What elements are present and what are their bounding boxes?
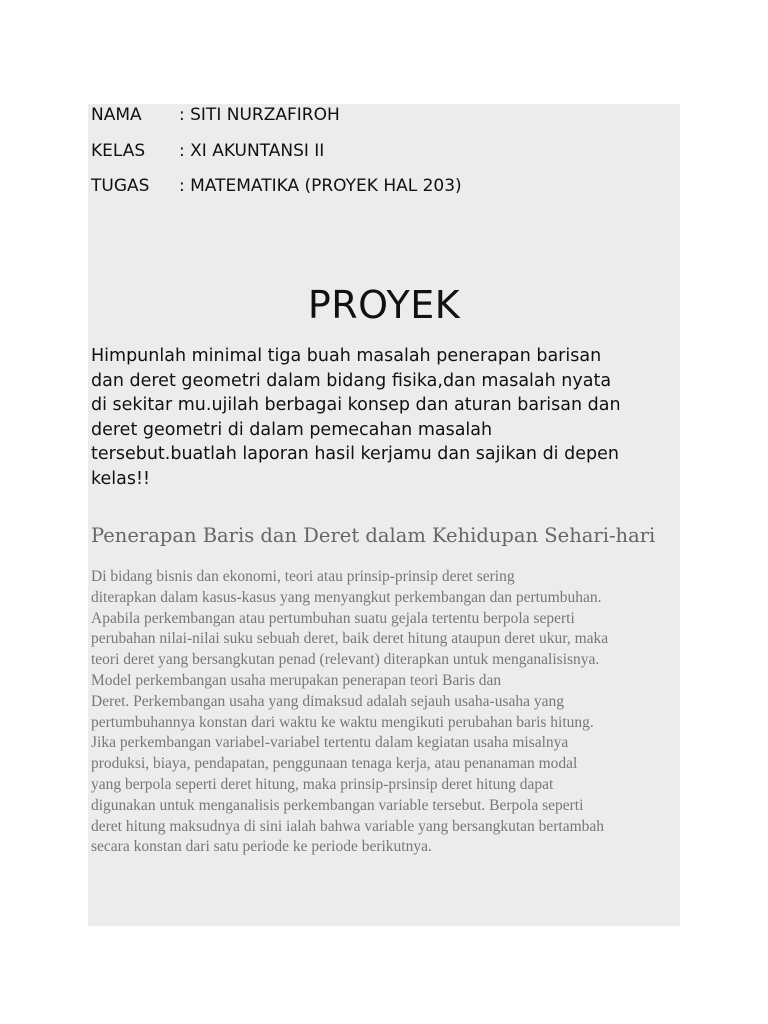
info-label-nama: NAMA [91,105,142,125]
task-instructions: Himpunlah minimal tiga buah masalah penerapan barisan dan deret geometri dalam bidang fisika,dan masalah nyata di sekitar mu.ujilah berbagai konsep dan aturan barisan dan deret geometri di dalam pemecahan masalah tersebut.buatlah laporan hasil kerjamu dan sajikan di depen kelas!! [91,346,621,489]
info-row-nama [91,104,340,126]
page-title: PROYEK [307,283,461,327]
section-heading: Penerapan Baris dan Deret dalam Kehidupan Sehari-hari [91,524,656,547]
info-row-kelas [91,140,324,162]
info-value-tugas: : MATEMATIKA (PROYEK HAL 203) [179,176,462,196]
info-row-tugas [91,175,462,197]
info-label-kelas: KELAS [91,141,146,161]
info-label-tugas: TUGAS [91,176,150,196]
info-value-kelas: : XI AKUNTANSI II [179,141,325,161]
body-paragraph: Di bidang bisnis dan ekonomi, teori atau prinsip-prinsip deret sering diterapkan dalam kasus-kasus yang menyangkut perkembangan dan pertumbuhan. Apabila perkembangan atau pertumbuhan suatu gejala tertentu berpola seperti perubahan nilai-nilai suku sebuah deret, baik deret hitung ataupun deret ukur, maka teori deret yang bersangkutan penad (relevant) diterapkan untuk menganalisisnya. Model perkembangan usaha merupakan penerapan teori Baris dan Deret. Perkembangan usaha yang dimaksud adalah sejauh usaha-usaha yang pertumbuhannya konstan dari waktu ke waktu mengikuti perubahan baris hitung. Jika perkembangan variabel-variabel tertentu dalam kegiatan usaha misalnya produksi, biaya, pendapatan, penggunaan tenaga kerja, atau penanaman modal yang berpola seperti deret hitung, maka prinsip-prsinsip deret hitung dapat digunakan untuk menganalisis perkembangan variable tersebut. Berpola seperti deret hitung maksudnya di sini ialah bahwa variable yang bersangkutan bertambah secara konstan dari satu periode ke periode berikutnya. [91,568,609,856]
info-value-nama: : SITI NURZAFIROH [179,105,340,125]
